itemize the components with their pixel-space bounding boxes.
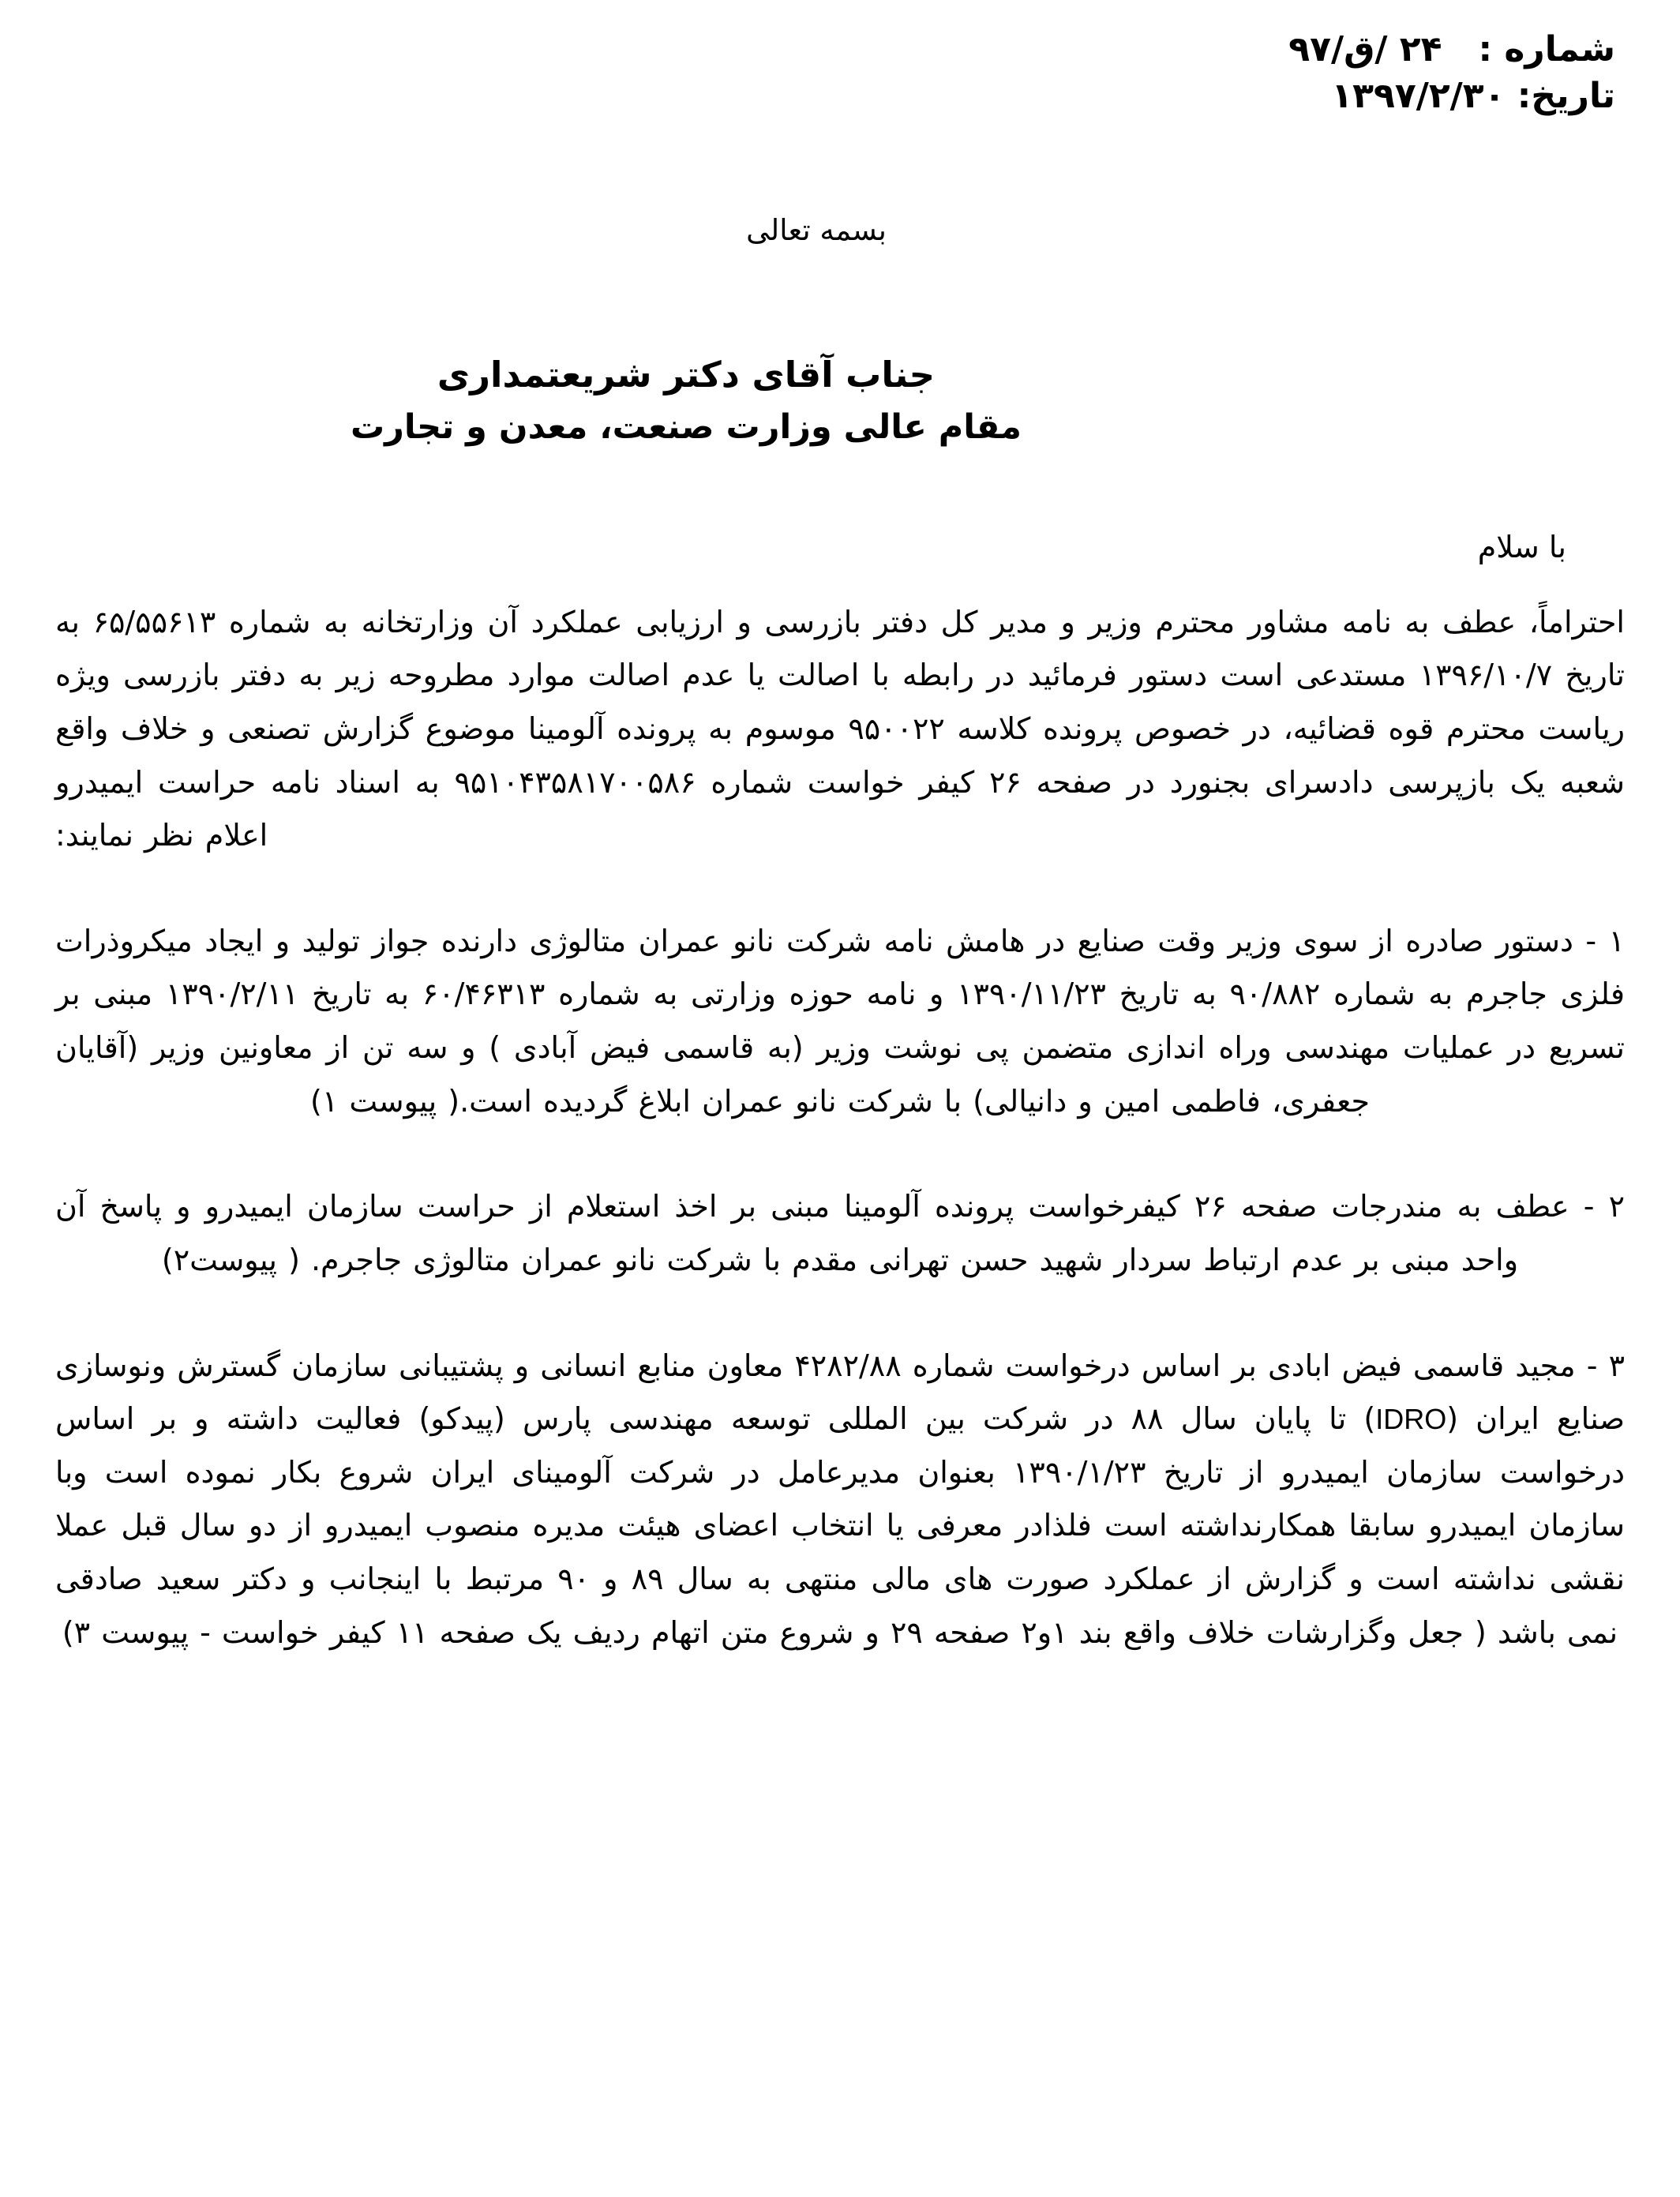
letter-number-line [55, 27, 1625, 73]
letter-date-line [55, 73, 1625, 120]
paragraph-spacer [55, 894, 1625, 915]
paragraph-item-3 [55, 1340, 1625, 1660]
paragraph-item-2: ۲ - عطف به مندرجات صفحه ۲۶ کیفرخواست پرونده آلومینا مبنی بر اخذ استعلام از حراست سازمان ایمیدرو و پاسخ آن واحد مبنی بر عدم ارتباط سردار شهید حسن تهرانی مقدم با شرکت نانو عمران متالوژی جاجرم. ( پیوست۲) [55, 1189, 1626, 1277]
letter-body [55, 596, 1625, 1660]
paragraph-spacer [55, 1319, 1625, 1340]
letter-date-label: تاریخ: [1517, 75, 1615, 116]
basmala-row [55, 213, 1625, 247]
letter-number-label: شماره : [1478, 29, 1615, 69]
letter-number-value: ۲۴ /ق/۹۷ [1288, 29, 1442, 69]
letter-header [55, 27, 1625, 120]
item-3-text-before-idro: ۳ - مجید قاسمی فیض ابادی بر اساس درخواست شماره ۴۲۸۲/۸۸ معاون منابع انسانی و پشتیبانی سازمان گسترش ونوسازی صنایع ایران ( [55, 1348, 1625, 1437]
paragraph-intro: احتراماً، عطف به نامه مشاور محترم وزیر و مدیر کل دفتر بازرسی و ارزیابی عملکرد آن وزارتخانه به شماره ۶۵/۵۵۶۱۳ به تاریخ ۱۳۹۶/۱۰/۷ مستدعی است دستور فرمائید در رابطه با اصالت یا عدم اصالت موارد مطروحه زیر به دفتر بازرسی ویژه ریاست محترم قوه قضائیه، در خصوص پرونده کلاسه ۹۵۰۰۲۲ موسوم به پرونده آلومینا موضوع گزارش تصنعی و خلاف واقع شعبه یک بازپرسی دادسرای بجنورد در صفحه ۲۶ کیفر خواست شماره ۹۵۱۰۴۳۵۸۱۷۰۰۵۸۶ به اسناد نامه حراست ایمیدرو اعلام نظر نمایند: [55, 604, 1625, 853]
paragraph-spacer [55, 1160, 1625, 1180]
paragraph-item-1: ۱ - دستور صادره از سوی وزیر وقت صنایع در هامش نامه شرکت نانو عمران متالوژی دارنده جواز تولید و ایجاد میکروذرات فلزی جاجرم به شماره ۹۰/۸۸۲ به تاریخ ۱۳۹۰/۱۱/۲۳ و نامه حوزه وزارتی به شماره ۶۰/۴۶۳۱۳ به تاریخ ۱۳۹۰/۲/۱۱ مبنی بر تسریع در عملیات مهندسی وراه اندازی متضمن پی نوشت وزیر (به قاسمی فیض آبادی ) و سه تن از معاونین وزیر (آقایان جعفری، فاطمی امین و دانیالی) با شرکت نانو عمران ابلاغ گردیده است.( پیوست ۱) [55, 923, 1625, 1119]
addressee-title: مقام عالی وزارت صنعت، معدن و تجارت [350, 407, 1022, 448]
item-3-text-after-idro: ) تا پایان سال ۸۸ در شرکت بین المللی توسعه مهندسی پارس (پیدکو) فعالیت داشته و بر اساس درخواست سازمان ایمیدرو از تاریخ ۱۳۹۰/۱/۲۳ بعنوان مدیرعامل در شرکت آلومینای ایران شروع بکار نموده است وبا سازمان ایمیدرو سابقا همکارنداشته است فلذادر معرفی یا انتخاب اعضای هیئت مدیره منصوب ایمیدرو از دو سال قبل عملا نقشی نداشته است و گزارش از عملکرد صورت های مالی منتهی به سال ۸۹ و ۹۰ مرتبط با اینجانب و دکتر سعید صادقی نمی باشد ( جعل وگزارشات خلاف واقع بند ۱و۲ صفحه ۲۹ و شروع متن اتهام ردیف یک صفحه ۱۱ کیفر خواست - پیوست ۳) [55, 1401, 1625, 1650]
salutation: با سلام [1477, 529, 1566, 564]
addressee-block [55, 348, 1625, 454]
idro-acronym: IDRO [1375, 1403, 1447, 1436]
addressee-name: جناب آقای دکتر شریعتمداری [437, 353, 936, 396]
letter-date-value: ۱۳۹۷/۲/۳۰ [1331, 75, 1506, 116]
basmala-text: بسمه تعالی [746, 212, 887, 247]
